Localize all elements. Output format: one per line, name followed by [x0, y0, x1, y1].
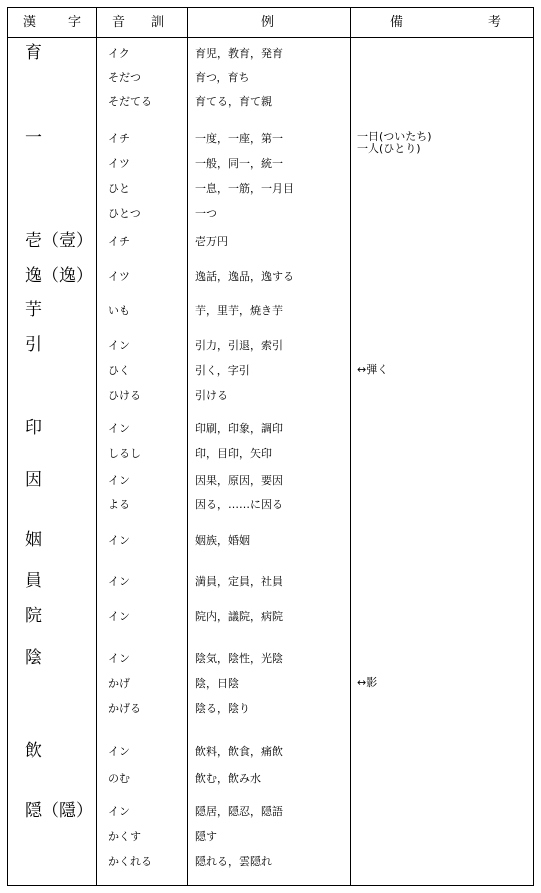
reading-cell: イン: [108, 534, 130, 547]
example-cell: 陰，日陰: [195, 677, 239, 690]
header-notes: [350, 8, 535, 37]
reading-cell: かげる: [108, 702, 141, 715]
kanji-cell: 逸（逸）: [25, 266, 93, 286]
note-cell: ↔影: [357, 676, 378, 689]
example-cell: 因果，原因，要因: [195, 474, 283, 487]
kanji-cell: 飲: [25, 741, 42, 761]
header-reading-char-1: 音: [112, 15, 126, 30]
reading-cell: イン: [108, 805, 130, 818]
header-kanji-char-1: 漢: [23, 15, 37, 30]
reading-cell: イン: [108, 610, 130, 623]
header-example-char: 例: [261, 15, 275, 30]
example-cell: 壱万円: [195, 235, 228, 248]
kanji-cell: 員: [25, 571, 42, 591]
header-notes-char-1: 備: [390, 15, 404, 30]
example-cell: 印，目印，矢印: [195, 447, 272, 460]
kanji-cell: 院: [25, 606, 42, 626]
reading-cell: ひと: [108, 182, 130, 195]
example-cell: 引力，引退，索引: [195, 339, 283, 352]
header-notes-char-2: 考: [488, 15, 502, 30]
example-cell: 印刷，印象，調印: [195, 422, 283, 435]
reading-cell: そだつ: [108, 71, 141, 84]
reading-cell: イン: [108, 339, 130, 352]
kanji-cell: 壱（壹）: [25, 231, 93, 251]
header-reading: [96, 8, 187, 37]
example-cell: 育てる，育て親: [195, 95, 272, 108]
reading-cell: いも: [108, 304, 130, 317]
reading-cell: ひく: [108, 364, 130, 377]
example-cell: 陰る，陰り: [195, 702, 250, 715]
example-cell: 隠す: [195, 830, 217, 843]
reading-cell: かくれる: [108, 855, 152, 868]
example-cell: 飲料，飲食，痛飲: [195, 745, 283, 758]
header-kanji: [8, 8, 96, 37]
reading-cell: イン: [108, 745, 130, 758]
reading-cell: ひける: [108, 389, 141, 402]
reading-cell: よる: [108, 498, 130, 511]
reading-cell: イク: [108, 47, 130, 60]
reading-cell: イチ: [108, 235, 130, 248]
reading-cell: イチ: [108, 132, 130, 145]
note-cell: 一日(ついたち): [357, 130, 432, 143]
reading-cell: イツ: [108, 157, 130, 170]
kanji-cell: 因: [25, 470, 42, 490]
reading-cell: そだてる: [108, 95, 152, 108]
example-cell: 引ける: [195, 389, 228, 402]
column-divider: [96, 8, 97, 885]
kanji-cell: 引: [25, 335, 42, 355]
reading-cell: イツ: [108, 270, 130, 283]
reading-cell: のむ: [108, 772, 130, 785]
column-divider: [350, 8, 351, 885]
column-divider: [187, 8, 188, 885]
example-cell: 満員，定員，社員: [195, 575, 283, 588]
example-cell: 一般，同一，統一: [195, 157, 283, 170]
kanji-cell: 隠（隱）: [25, 801, 93, 821]
example-cell: 一息，一筋，一月目: [195, 182, 294, 195]
example-cell: 育つ，育ち: [195, 71, 250, 84]
reading-cell: しるし: [108, 447, 141, 460]
example-cell: 芋，里芋，焼き芋: [195, 304, 283, 317]
reading-cell: イン: [108, 474, 130, 487]
header-divider: [8, 37, 533, 38]
note-cell: ↔弾く: [357, 363, 389, 376]
reading-cell: イン: [108, 652, 130, 665]
example-cell: 一つ: [195, 207, 217, 220]
example-cell: 姻族，婚姻: [195, 534, 250, 547]
reading-cell: かくす: [108, 830, 141, 843]
kanji-cell: 印: [25, 418, 42, 438]
kanji-table: [7, 7, 534, 886]
example-cell: 隠居，隠忍，隠語: [195, 805, 283, 818]
reading-cell: イン: [108, 422, 130, 435]
kanji-cell: 姻: [25, 530, 42, 550]
header-reading-char-2: 訓: [151, 15, 165, 30]
example-cell: 一度，一座，第一: [195, 132, 283, 145]
kanji-cell: 陰: [25, 648, 42, 668]
example-cell: 引く，字引: [195, 364, 250, 377]
reading-cell: イン: [108, 575, 130, 588]
example-cell: 飲む，飲み水: [195, 772, 261, 785]
kanji-cell: 芋: [25, 300, 42, 320]
note-cell: 一人(ひとり): [357, 142, 421, 155]
example-cell: 陰気，陰性，光陰: [195, 652, 283, 665]
example-cell: 院内，議院，病院: [195, 610, 283, 623]
kanji-cell: 育: [25, 43, 42, 63]
reading-cell: かげ: [108, 677, 130, 690]
example-cell: 逸話，逸品，逸する: [195, 270, 294, 283]
header-kanji-char-2: 字: [68, 15, 82, 30]
example-cell: 育児，教育，発育: [195, 47, 283, 60]
example-cell: 隠れる，雲隠れ: [195, 855, 272, 868]
reading-cell: ひとつ: [108, 207, 141, 220]
header-example: [187, 8, 350, 37]
example-cell: 因る，……に因る: [195, 498, 283, 511]
kanji-cell: 一: [25, 128, 42, 148]
